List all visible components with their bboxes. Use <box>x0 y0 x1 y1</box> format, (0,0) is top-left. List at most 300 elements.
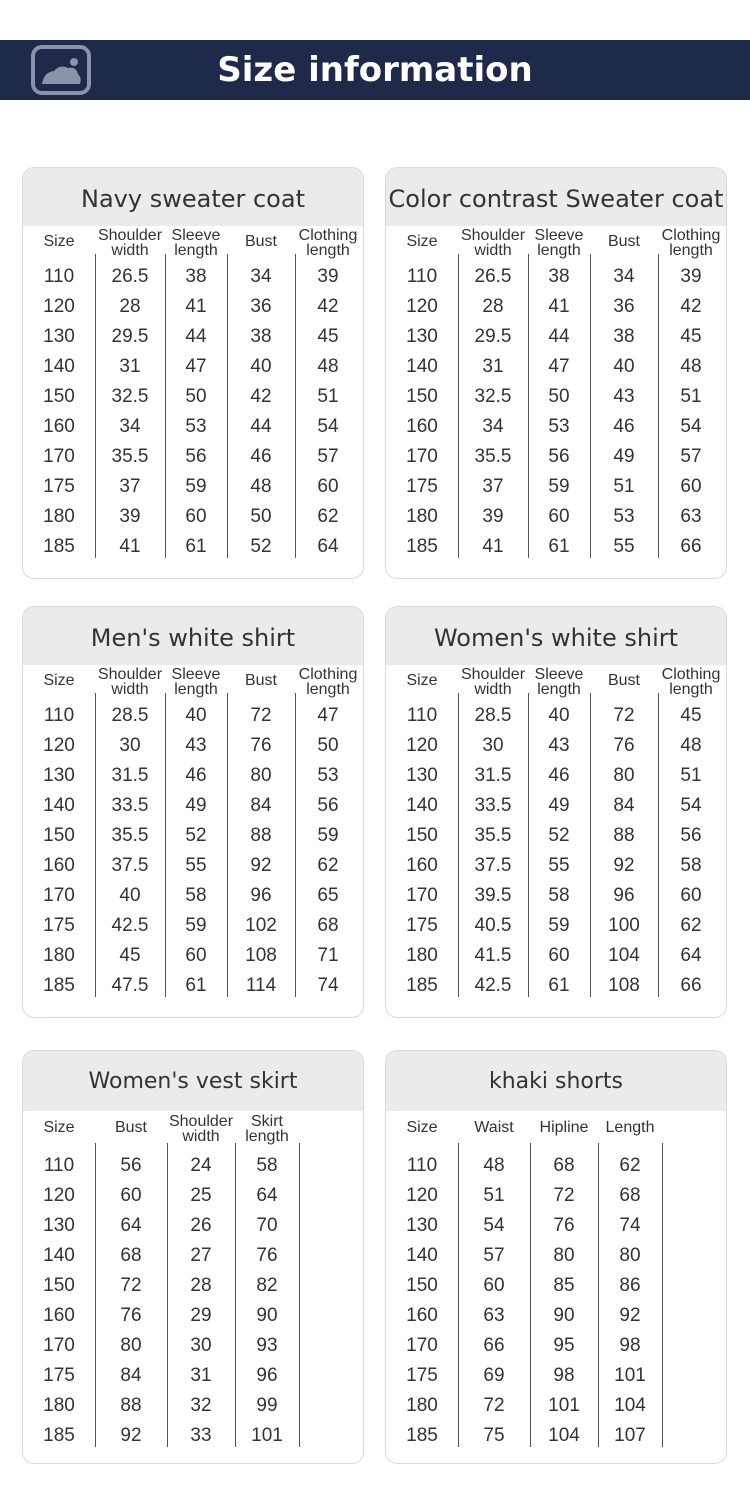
table-row <box>386 851 726 881</box>
table-cell: 71 <box>317 945 339 966</box>
table-cell: 42 <box>250 386 272 407</box>
table-cell: 180 <box>406 945 438 966</box>
table-cell: 160 <box>406 1305 438 1326</box>
table-cell: 95 <box>553 1335 575 1356</box>
table-cell: 69 <box>483 1365 505 1386</box>
table-row <box>23 971 363 1001</box>
column-header <box>386 1111 458 1151</box>
table-cell: 60 <box>185 945 207 966</box>
table-cell: 28.5 <box>111 705 149 726</box>
table-cell: 45 <box>680 705 702 726</box>
card-title: Women's white shirt <box>386 607 726 665</box>
table-cell: 43 <box>185 735 207 756</box>
column-header-line: length <box>245 1128 289 1145</box>
table-cell: 60 <box>680 476 702 497</box>
table-cell: 48 <box>483 1155 505 1176</box>
table-cell: 160 <box>43 855 75 876</box>
table-cell: 60 <box>548 945 570 966</box>
table-cell: 70 <box>256 1215 278 1236</box>
table-row <box>386 1301 726 1331</box>
table-row <box>386 1391 726 1421</box>
table-cell: 45 <box>680 326 702 347</box>
table-cell: 68 <box>120 1245 142 1266</box>
table-cell: 52 <box>250 536 272 557</box>
table-cell: 60 <box>185 506 207 527</box>
table-cell: 43 <box>548 735 570 756</box>
table-cell: 52 <box>185 825 207 846</box>
table-cell: 185 <box>406 1425 438 1446</box>
table-cell: 170 <box>406 446 438 467</box>
table-cell: 28 <box>482 296 504 317</box>
column-header-line: Length <box>605 1119 655 1136</box>
table-cell: 59 <box>185 915 207 936</box>
table-cell: 92 <box>120 1425 142 1446</box>
table-cell: 180 <box>406 506 438 527</box>
column-header-line: Size <box>43 672 75 689</box>
table-cell: 76 <box>256 1245 278 1266</box>
table-cell: 72 <box>250 705 272 726</box>
table-cell: 110 <box>43 705 75 726</box>
column-header <box>95 1111 167 1151</box>
table-cell: 80 <box>619 1245 641 1266</box>
table-row <box>386 352 726 382</box>
column-header <box>165 665 227 701</box>
table-cell: 140 <box>406 1245 438 1266</box>
table-row <box>23 472 363 502</box>
table-cell: 175 <box>43 915 75 936</box>
table-cell: 59 <box>317 825 339 846</box>
table-cell: 30 <box>482 735 504 756</box>
table-cell: 26.5 <box>474 266 512 287</box>
table-cell: 92 <box>613 855 635 876</box>
column-header <box>458 226 528 262</box>
table-cell: 28 <box>190 1275 212 1296</box>
table-cell: 44 <box>548 326 570 347</box>
table-cell: 49 <box>613 446 635 467</box>
table-cell: 85 <box>553 1275 575 1296</box>
table-cell: 130 <box>43 326 75 347</box>
table-cell: 49 <box>548 795 570 816</box>
table-cell: 44 <box>250 416 272 437</box>
table-row <box>386 1241 726 1271</box>
table-row <box>23 1241 363 1271</box>
table-cell: 42 <box>680 296 702 317</box>
table-cell: 46 <box>548 765 570 786</box>
column-header-line: Bust <box>114 1119 147 1136</box>
column-header-line: Sleeve <box>171 227 221 244</box>
table-cell: 66 <box>680 536 702 557</box>
table-cell: 45 <box>317 326 339 347</box>
table-cell: 185 <box>406 975 438 996</box>
column-header <box>590 226 658 262</box>
column-header-line: length <box>537 242 581 259</box>
table-row <box>23 502 363 532</box>
column-header-line: Bust <box>244 233 277 250</box>
column-header-line: Shoulder <box>168 1113 234 1130</box>
column-header-line: Size <box>406 233 438 250</box>
table-cell: 47 <box>548 356 570 377</box>
table-cell: 61 <box>185 975 207 996</box>
table-cell: 120 <box>43 296 75 317</box>
table-row <box>23 1331 363 1361</box>
table-cell: 114 <box>245 975 277 996</box>
table-cell: 34 <box>613 266 635 287</box>
table-row <box>386 1271 726 1301</box>
table-row <box>386 1151 726 1181</box>
column-header-line: Sleeve <box>171 666 221 683</box>
table-row <box>23 322 363 352</box>
table-row <box>23 941 363 971</box>
table-cell: 62 <box>619 1155 641 1176</box>
table-cell: 51 <box>680 765 702 786</box>
table-cell: 36 <box>613 296 635 317</box>
table-cell: 68 <box>553 1155 575 1176</box>
table-cell: 150 <box>406 825 438 846</box>
table-cell: 140 <box>43 356 75 377</box>
table-cell: 56 <box>120 1155 142 1176</box>
card-title: Men's white shirt <box>23 607 363 665</box>
table-cell: 108 <box>245 945 277 966</box>
table-cell: 47.5 <box>111 975 149 996</box>
table-cell: 72 <box>613 705 635 726</box>
table-cell: 32.5 <box>474 386 512 407</box>
table-row <box>23 292 363 322</box>
column-header-line: Clothing <box>661 227 721 244</box>
table-cell: 59 <box>185 476 207 497</box>
column-header-line: width <box>474 242 512 259</box>
table-cell: 39 <box>680 266 702 287</box>
size-chart-card <box>22 1050 364 1464</box>
table-cell: 51 <box>613 476 635 497</box>
column-headers <box>23 226 363 262</box>
table-cell: 98 <box>619 1335 641 1356</box>
table-cell: 48 <box>680 735 702 756</box>
table-cell: 53 <box>548 416 570 437</box>
table-cell: 65 <box>317 885 339 906</box>
table-cell: 61 <box>185 536 207 557</box>
size-chart-card <box>385 167 727 579</box>
table-cell: 54 <box>483 1215 505 1236</box>
table-cell: 175 <box>406 915 438 936</box>
table-cell: 47 <box>185 356 207 377</box>
table-row <box>386 1421 726 1451</box>
table-cell: 55 <box>613 536 635 557</box>
table-cell: 110 <box>406 705 438 726</box>
table-cell: 175 <box>43 476 75 497</box>
table-cell: 58 <box>548 885 570 906</box>
table-cell: 120 <box>406 296 438 317</box>
table-row <box>386 322 726 352</box>
table-cell: 99 <box>256 1395 278 1416</box>
column-header <box>386 226 458 262</box>
column-header-line: Size <box>43 233 75 250</box>
column-header-line: Size <box>406 1119 438 1136</box>
column-header <box>95 665 165 701</box>
table-cell: 53 <box>185 416 207 437</box>
table-cell: 64 <box>680 945 702 966</box>
table-cell: 56 <box>680 825 702 846</box>
table-row <box>386 1211 726 1241</box>
table-cell: 34 <box>250 266 272 287</box>
table-row <box>23 1211 363 1241</box>
table-cell: 52 <box>548 825 570 846</box>
column-header <box>295 226 361 262</box>
table-cell: 72 <box>483 1395 505 1416</box>
table-cell: 170 <box>43 446 75 467</box>
table-cell: 59 <box>548 476 570 497</box>
table-cell: 104 <box>548 1425 580 1446</box>
table-row <box>23 532 363 562</box>
table-cell: 92 <box>250 855 272 876</box>
table-cell: 32.5 <box>111 386 149 407</box>
table-cell: 86 <box>619 1275 641 1296</box>
column-header-line: Sleeve <box>534 227 584 244</box>
table-cell: 130 <box>406 326 438 347</box>
column-header <box>458 665 528 701</box>
table-row <box>23 1151 363 1181</box>
table-cell: 72 <box>120 1275 142 1296</box>
column-header <box>658 226 724 262</box>
table-cell: 160 <box>406 855 438 876</box>
table-cell: 175 <box>406 476 438 497</box>
table-cell: 160 <box>43 1305 75 1326</box>
table-cell: 120 <box>43 1185 75 1206</box>
table-cell: 42.5 <box>474 975 512 996</box>
table-cell: 30 <box>190 1335 212 1356</box>
table-cell: 57 <box>483 1245 505 1266</box>
table-cell: 80 <box>250 765 272 786</box>
table-cell: 39 <box>317 266 339 287</box>
table-row <box>386 791 726 821</box>
table-cell: 60 <box>120 1185 142 1206</box>
column-header-line: length <box>306 242 350 259</box>
table-cell: 80 <box>613 765 635 786</box>
table-cell: 120 <box>43 735 75 756</box>
column-header <box>23 665 95 701</box>
table-row <box>386 731 726 761</box>
table-cell: 74 <box>619 1215 641 1236</box>
table-row <box>386 761 726 791</box>
table-cell: 50 <box>317 735 339 756</box>
table-cell: 40 <box>250 356 272 377</box>
table-cell: 150 <box>406 1275 438 1296</box>
table-cell: 101 <box>251 1425 283 1446</box>
table-cell: 39 <box>482 506 504 527</box>
table-cell: 64 <box>256 1185 278 1206</box>
table-cell: 84 <box>250 795 272 816</box>
column-header <box>167 1111 235 1151</box>
table-cell: 130 <box>406 765 438 786</box>
column-header <box>590 665 658 701</box>
table-cell: 130 <box>43 765 75 786</box>
table-row <box>23 1301 363 1331</box>
column-header-line: width <box>474 681 512 698</box>
table-cell: 101 <box>614 1365 646 1386</box>
table-cell: 170 <box>406 885 438 906</box>
table-cell: 140 <box>43 795 75 816</box>
column-header <box>23 226 95 262</box>
table-row <box>386 472 726 502</box>
table-cell: 150 <box>43 825 75 846</box>
table-cell: 31 <box>482 356 504 377</box>
table-cell: 66 <box>483 1335 505 1356</box>
table-cell: 80 <box>120 1335 142 1356</box>
column-header-line: Shoulder <box>97 666 163 683</box>
table-cell: 60 <box>483 1275 505 1296</box>
table-cell: 40 <box>613 356 635 377</box>
table-cell: 38 <box>613 326 635 347</box>
page-title: Size information <box>217 50 533 90</box>
table-row <box>386 941 726 971</box>
table-cell: 93 <box>256 1335 278 1356</box>
table-cell: 41 <box>119 536 141 557</box>
table-cell: 90 <box>256 1305 278 1326</box>
table-cell: 42.5 <box>111 915 149 936</box>
column-header-line: Bust <box>244 672 277 689</box>
table-row <box>23 1361 363 1391</box>
table-cell: 53 <box>317 765 339 786</box>
table-cell: 48 <box>317 356 339 377</box>
table-cell: 40.5 <box>474 915 512 936</box>
table-cell: 37 <box>482 476 504 497</box>
table-cell: 180 <box>43 945 75 966</box>
table-cell: 175 <box>406 1365 438 1386</box>
column-headers <box>386 1111 726 1151</box>
table-cell: 26 <box>190 1215 212 1236</box>
table-cell: 46 <box>250 446 272 467</box>
table-cell: 34 <box>482 416 504 437</box>
table-cell: 185 <box>406 536 438 557</box>
table-cell: 72 <box>553 1185 575 1206</box>
table-row <box>386 911 726 941</box>
table-cell: 170 <box>406 1335 438 1356</box>
table-cell: 59 <box>548 915 570 936</box>
table-cell: 110 <box>43 266 75 287</box>
table-cell: 41 <box>185 296 207 317</box>
table-cell: 32 <box>190 1395 212 1416</box>
table-cell: 45 <box>119 945 141 966</box>
column-headers <box>23 1111 363 1151</box>
table-cell: 140 <box>43 1245 75 1266</box>
table-cell: 44 <box>185 326 207 347</box>
column-header-line: width <box>182 1128 220 1145</box>
table-cell: 60 <box>548 506 570 527</box>
column-header <box>458 1111 530 1151</box>
column-headers <box>23 665 363 701</box>
column-header-line: length <box>669 681 713 698</box>
table-cell: 54 <box>680 795 702 816</box>
table-cell: 36 <box>250 296 272 317</box>
table-cell: 54 <box>317 416 339 437</box>
table-cell: 120 <box>406 1185 438 1206</box>
column-header <box>235 1111 299 1151</box>
table-row <box>23 1271 363 1301</box>
table-cell: 104 <box>614 1395 646 1416</box>
table-row <box>23 911 363 941</box>
table-cell: 39.5 <box>474 885 512 906</box>
column-header <box>295 665 361 701</box>
table-cell: 61 <box>548 536 570 557</box>
table-cell: 98 <box>553 1365 575 1386</box>
table-cell: 74 <box>317 975 339 996</box>
table-cell: 37.5 <box>111 855 149 876</box>
table-cell: 33.5 <box>474 795 512 816</box>
column-header-line: Size <box>406 672 438 689</box>
table-cell: 160 <box>43 416 75 437</box>
table-row <box>23 1421 363 1451</box>
table-cell: 68 <box>619 1185 641 1206</box>
table-cell: 33.5 <box>111 795 149 816</box>
table-cell: 62 <box>317 855 339 876</box>
column-header <box>227 665 295 701</box>
table-row <box>23 701 363 731</box>
table-cell: 38 <box>185 266 207 287</box>
table-cell: 54 <box>680 416 702 437</box>
table-cell: 58 <box>680 855 702 876</box>
table-row <box>23 382 363 412</box>
table-cell: 102 <box>245 915 277 936</box>
table-cell: 170 <box>43 885 75 906</box>
table-cell: 37.5 <box>474 855 512 876</box>
size-table <box>23 262 363 562</box>
size-chart-card <box>385 606 727 1018</box>
column-header <box>165 226 227 262</box>
column-headers <box>386 665 726 701</box>
size-chart-card <box>385 1050 727 1464</box>
card-title: Color contrast Sweater coat <box>386 168 726 226</box>
table-cell: 31 <box>190 1365 212 1386</box>
table-cell: 88 <box>250 825 272 846</box>
table-cell: 185 <box>43 975 75 996</box>
table-row <box>386 532 726 562</box>
column-header-line: Clothing <box>298 227 358 244</box>
table-cell: 46 <box>613 416 635 437</box>
table-row <box>386 1361 726 1391</box>
table-cell: 60 <box>680 885 702 906</box>
table-row <box>386 292 726 322</box>
table-cell: 96 <box>250 885 272 906</box>
table-cell: 53 <box>613 506 635 527</box>
table-cell: 40 <box>119 885 141 906</box>
table-cell: 130 <box>406 1215 438 1236</box>
column-header-line: length <box>174 242 218 259</box>
table-cell: 31 <box>119 356 141 377</box>
table-cell: 180 <box>43 1395 75 1416</box>
table-cell: 24 <box>190 1155 212 1176</box>
column-header <box>23 1111 95 1151</box>
table-row <box>386 382 726 412</box>
table-cell: 110 <box>406 266 438 287</box>
table-cell: 41 <box>548 296 570 317</box>
table-cell: 180 <box>43 506 75 527</box>
size-table <box>23 701 363 1001</box>
column-header <box>386 665 458 701</box>
column-header-line: length <box>306 681 350 698</box>
table-row <box>23 1391 363 1421</box>
table-cell: 64 <box>317 536 339 557</box>
table-cell: 40 <box>548 705 570 726</box>
table-cell: 57 <box>317 446 339 467</box>
table-cell: 58 <box>185 885 207 906</box>
table-cell: 30 <box>119 735 141 756</box>
table-cell: 56 <box>548 446 570 467</box>
table-cell: 51 <box>680 386 702 407</box>
table-cell: 34 <box>119 416 141 437</box>
table-cell: 50 <box>250 506 272 527</box>
table-cell: 57 <box>680 446 702 467</box>
table-row <box>23 791 363 821</box>
table-cell: 76 <box>120 1305 142 1326</box>
